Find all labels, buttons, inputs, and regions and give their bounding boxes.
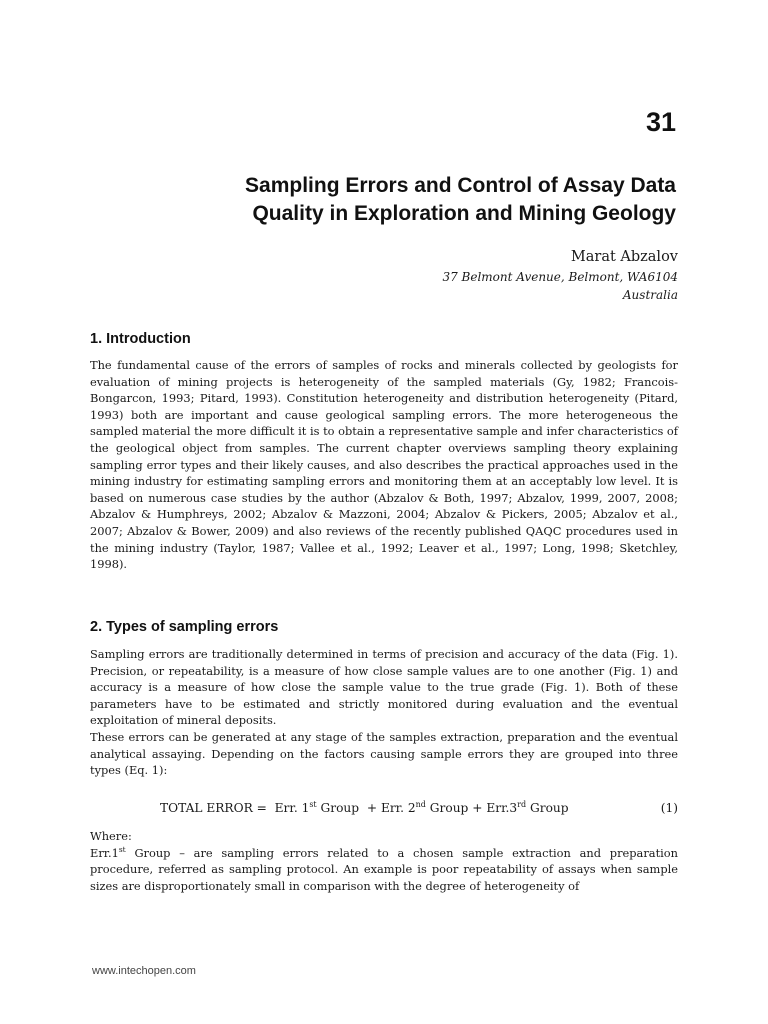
term-1-sup: st [309,799,317,809]
author-country: Australia [622,288,678,302]
section-heading-introduction: 1. Introduction [90,331,191,347]
chapter-title [96,172,676,228]
term-1-base: Err. 1 [274,801,310,815]
equation-term-1 [275,801,359,815]
term-2-rest: Group [425,801,469,815]
equation-1 [90,798,678,818]
introduction-paragraph [90,357,678,573]
term-3-rest: Group [526,801,569,815]
equation-term-3 [486,801,568,815]
section-heading-types: 2. Types of sampling errors [90,619,279,635]
plus-sign-2: + [472,801,483,815]
where-definition [90,845,678,895]
author-address: 37 Belmont Avenue, Belmont, WA6104 [442,270,678,284]
equation-lhs: TOTAL ERROR = [160,801,267,815]
footer-url: www.intechopen.com [92,965,196,977]
introduction-text: The fundamental cause of the errors of samples of rocks and minerals collected by geologists for evaluation of mining projects is heterogeneity of the sampled materials (Gy, 1982; Francois-Bongarcon, 1993; Pitard, 1993). Constitution heterogeneity and distribution heterogeneity (Pitard, 1993) both are important and cause geological sampling errors. The more heterogeneous the sampled material the more difficult it is to obtain a representative sample and infer characteristics of the geological object from samples. The current chapter overviews sampling theory explaining sampling error types and their likely causes, and also describes the practical approaches used in the mining industry for estimating sampling errors and monitoring them at an acceptably low level. It is based on numerous case studies by the author (Abzalov & Both, 1997; Abzalov, 1999, 2007, 2008; Abzalov & Humphreys, 2002; Abzalov & Mazzoni, 2004; Abzalov & Pickers, 2005; Abzalov et al., 2007; Abzalov & Bower, 2009) and also reviews of the recently published QAQC procedures used in the mining industry (Taylor, 1987; Vallee et al., 1992; Leaver et al., 1997; Long, 1998; Sketchley, 1998). [90,358,678,572]
author-block [278,246,678,304]
equation-number: (1) [660,801,678,815]
term-1-rest: Group [316,801,360,815]
term-2-sup: nd [415,799,426,809]
where-err-base: Err.1 [90,845,119,860]
author-name: Marat Abzalov [570,249,678,265]
term-3-base: Err.3 [486,801,518,815]
types-paragraph-2: These errors can be generated at any stage of the samples extraction, preparation and the eventual analytical assaying. Depending on the factors causing sample errors they are grouped into three types (Eq. 1): [90,729,678,778]
equation-term-2 [381,801,468,815]
where-err-sup: st [118,844,126,854]
plus-sign-1: + [366,801,378,815]
where-label: Where: [90,829,132,843]
chapter-number: 31 [645,107,676,137]
chapter-title-line-2: Quality in Exploration and Mining Geology [252,202,676,225]
where-block [90,828,678,894]
chapter-title-line-1: Sampling Errors and Control of Assay Data [245,174,676,197]
equation-formula [160,798,569,818]
types-paragraphs [90,646,678,779]
term-3-sup: rd [517,799,527,809]
where-text: Group – are sampling errors related to a chosen sample extraction and preparation procedure, referred as sampling protocol. An example is poor repeatability of assays when sample sizes are disproportionately small in comparison with the degree of heterogeneity of [90,845,678,893]
types-paragraph-1: Sampling errors are traditionally determined in terms of precision and accuracy of the data (Fig. 1). Precision, or repeatability, is a measure of how close sample values are to one another (Fig. 1) and accuracy is a measure of how close the sample value to the true grade (Fig. 1). Both of these parameters have to be estimated and strictly monitored during evaluation and the eventual exploitation of mineral deposits. [90,647,678,728]
term-2-base: Err. 2 [380,801,416,815]
